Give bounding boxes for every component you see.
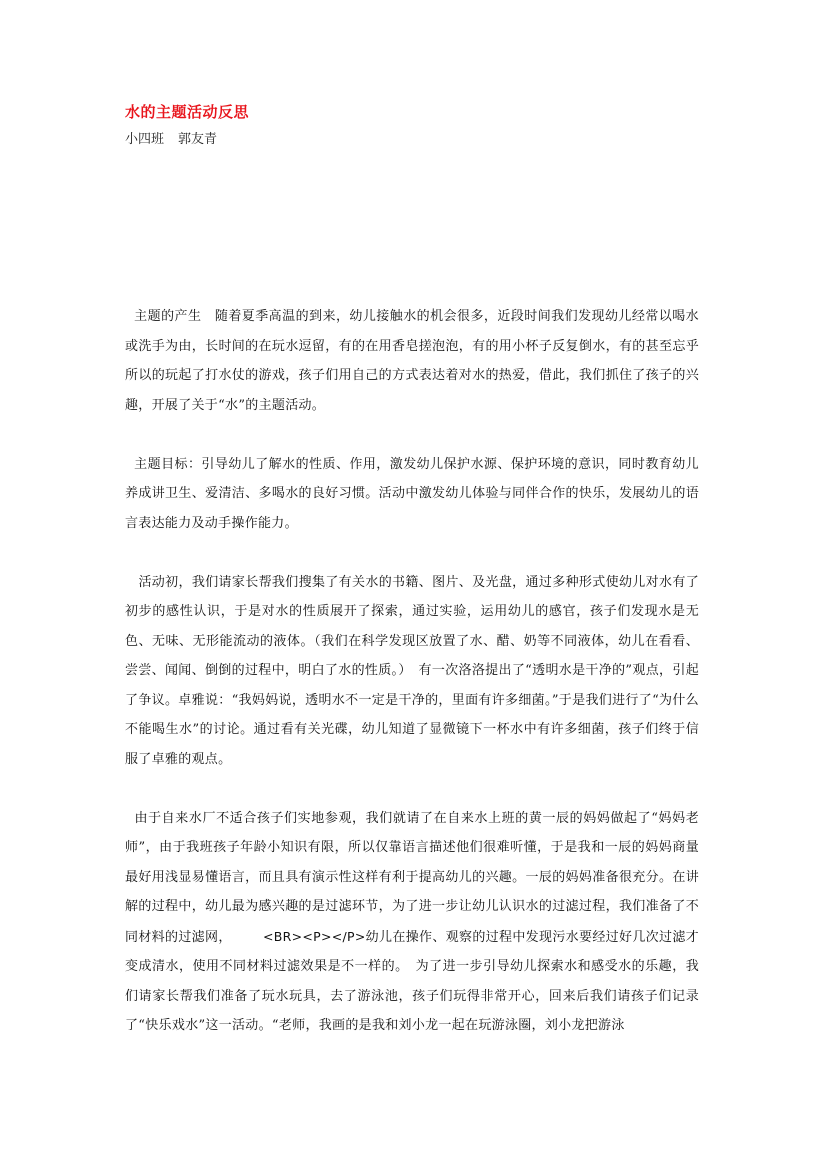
author-name: 郭友青: [178, 132, 218, 147]
paragraph-goals: 主题目标：引导幼儿了解水的性质、作用，激发幼儿保护水源、保护环境的意识，同时教育幼儿养成讲卫生、爱清洁、多喝水的良好习惯。活动中激发幼儿体验与同伴合作的快乐，发展幼儿的语言表达能力及动手操作能力。: [125, 456, 699, 531]
paragraph-origin: 主题的产生 随着夏季高温的到来，幼儿接触水的机会很多，近段时间我们发现幼儿经常以喝水或洗手为由，长时间的在玩水逗留，有的在用香皂搓泡泡，有的用小杯子反复倒水，有的甚至忘乎所以的玩起了打水仗的游戏，孩子们用自己的方式表达着对水的热爱，借此，我们抓住了孩子的兴趣，开展了关于“水”的主题活动。: [125, 309, 699, 413]
paragraph-waterworks: 由于自来水厂不适合孩子们实地参观，我们就请了在自来水上班的黄一辰的妈妈做起了“妈妈老师”，由于我班孩子年龄小知识有限，所以仅靠语言描述他们很难听懂，于是我和一辰的妈妈商量最好用浅显易懂语言，而且具有演示性这样有利于提高幼儿的兴趣。一辰的妈妈准备很充分。在讲解的过程中，幼儿最为感兴趣的是过滤环节，为了进一步让幼儿认识水的过滤过程，我们准备了不同材料的过滤网， <BR><P></P>幼儿在操作、观察的过程中发现污水要经过好几次过滤才变成清水，使用不同材料过滤效果是不一样的。 为了进一步引导幼儿探索水和感受水的乐趣，我们请家长帮我们准备了玩水玩具，去了游泳池，孩子们玩得非常开心，回来后我们请孩子们记录了“快乐戏水”这一活动。“老师，我画的是我和刘小龙一起在玩游泳圈，刘小龙把游泳: [125, 810, 699, 1033]
document-title: 水的主题活动反思: [125, 103, 250, 121]
stray-html-markup: <BR><P></P>: [262, 928, 366, 944]
document-body: [125, 302, 699, 1041]
class-name: 小四班: [125, 132, 165, 147]
paragraph-activities: 活动初，我们请家长帮我们搜集了有关水的书籍、图片、及光盘，通过多种形式使幼儿对水有了初步的感性认识，于是对水的性质展开了探索，通过实验，运用幼儿的感官，孩子们发现水是无色、无味、无形能流动的液体。（我们在科学发现区放置了水、醋、奶等不同液体，幼儿在看看、尝尝、闻闻、倒倒的过程中，明白了水的性质。） 有一次洛洛提出了“透明水是干净的”观点，引起了争议。卓雅说：“我妈妈说，透明水不一定是干净的，里面有许多细菌。”于是我们进行了“为什么不能喝生水”的讨论。通过看有关光碟，幼儿知道了显微镜下一杯水中有许多细菌，孩子们终于信服了卓雅的观点。: [125, 574, 699, 767]
byline: [125, 128, 217, 147]
